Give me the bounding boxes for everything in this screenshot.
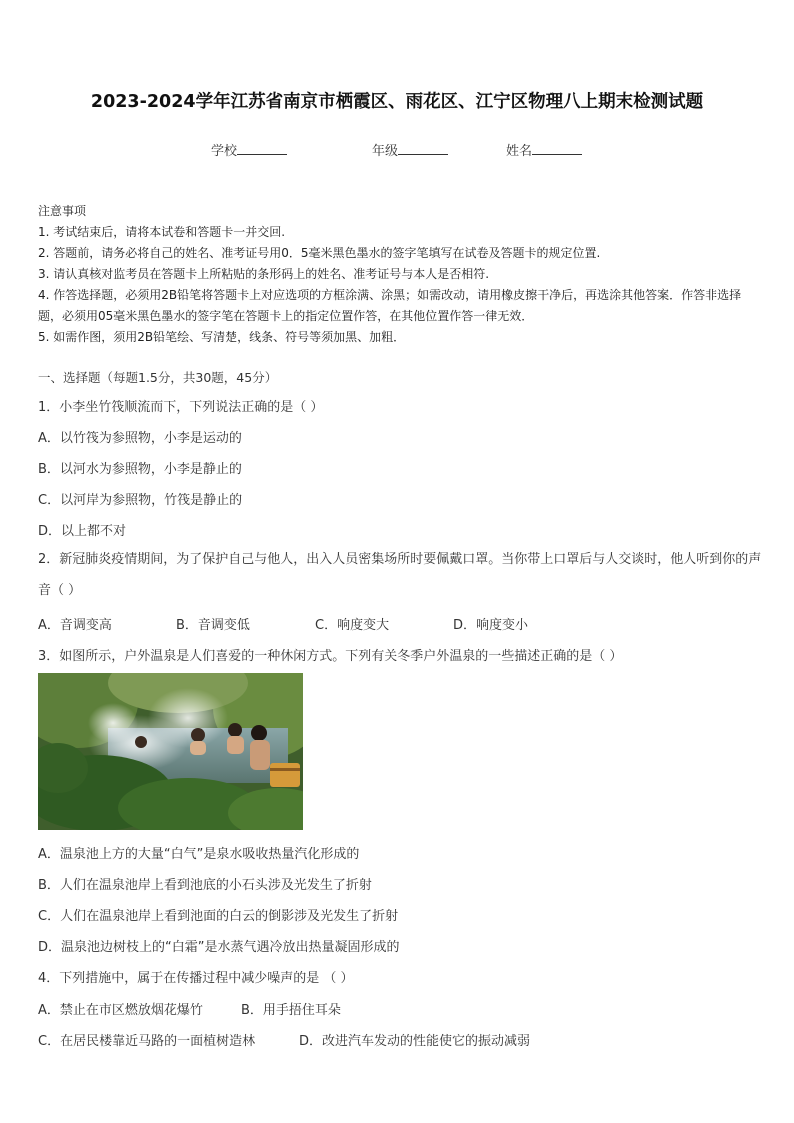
q2-option-a: A．音调变高	[38, 618, 112, 633]
name-blank	[532, 142, 582, 155]
q2-stem: 2．新冠肺炎疫情期间，为了保护自己与他人，出入人员密集场所时要佩戴口罩。当你带上口罩后与人交谈时，他人听到你的声音（ ）	[38, 552, 762, 598]
notice-item: 2. 答题前，请务必将自己的姓名、准考证号用0．5毫米黑色墨水的签字笔填写在试卷及答题卡的规定位置.	[38, 246, 601, 260]
notice-item: 4. 作答选择题，必须用2B铅笔将答题卡上对应选项的方框涂满、涂黑；如需改动，请用橡皮擦干净后，再选涂其他答案．作答非选择题，必须用05毫米黑色墨水的签字笔在答题卡上的指定位置作答，在其他位置作答一律无效．	[38, 288, 742, 323]
q4-option-d: D．改进汽车发动的性能使它的振动减弱	[299, 1034, 531, 1049]
grade-field	[372, 140, 448, 159]
q3-option-a: A．温泉池上方的大量“白气”是泉水吸收热量汽化形成的	[38, 847, 360, 862]
name-field	[506, 140, 582, 159]
q4-row1	[38, 999, 341, 1018]
q4-option-a: A．禁止在市区燃放烟花爆竹	[38, 1003, 203, 1018]
q1-option-b: B．以河水为参照物，小李是静止的	[38, 462, 242, 477]
q1-stem: 1．小李坐竹筏顺流而下，下列说法正确的是（ ）	[38, 400, 324, 415]
hot-spring-photo	[38, 673, 303, 830]
q4-option-b: B．用手捂住耳朵	[241, 1003, 341, 1018]
q3-option-d: D．温泉池边树枝上的“白霜”是水蒸气遇冷放出热量凝固形成的	[38, 940, 400, 955]
q4-row2	[38, 1030, 530, 1049]
q3-option-c: C．人们在温泉池岸上看到池面的白云的倒影涉及光发生了折射	[38, 909, 399, 924]
grade-blank	[398, 142, 448, 155]
q1-option-c: C．以河岸为参照物，竹筏是静止的	[38, 493, 243, 508]
school-label: 学校	[211, 144, 238, 159]
school-blank	[237, 142, 287, 155]
name-label: 姓名	[506, 144, 533, 159]
hot-spring-image	[38, 673, 303, 830]
q3-stem: 3．如图所示，户外温泉是人们喜爱的一种休闲方式。下列有关冬季户外温泉的一些描述正确的是（ ）	[38, 649, 623, 664]
notice-item: 5. 如需作图，须用2B铅笔绘、写清楚，线条、符号等须加黑、加粗．	[38, 330, 406, 344]
school-field	[211, 140, 287, 159]
notice-heading: 注意事项	[38, 204, 87, 218]
section-title: 一、选择题（每题1.5分，共30题，45分）	[38, 370, 278, 385]
q2-option-c: C．响度变大	[315, 618, 390, 633]
q3-option-b: B．人们在温泉池岸上看到池底的小石头涉及光发生了折射	[38, 878, 372, 893]
q4-stem: 4．下列措施中，属于在传播过程中减少噪声的是 （ ）	[38, 971, 354, 986]
q1-option-a: A．以竹筏为参照物，小李是运动的	[38, 431, 242, 446]
page-title: 2023-2024学年江苏省南京市栖霞区、雨花区、江宁区物理八上期末检测试题	[90, 92, 704, 112]
q1-option-d: D．以上都不对	[38, 524, 127, 539]
notice-item: 1. 考试结束后，请将本试卷和答题卡一并交回.	[38, 225, 286, 239]
q2-option-b: B．音调变低	[176, 618, 250, 633]
grade-label: 年级	[372, 144, 399, 159]
q2-option-d: D．响度变小	[453, 618, 529, 633]
notice-item: 3. 请认真核对监考员在答题卡上所粘贴的条形码上的姓名、准考证号与本人是否相符.	[38, 267, 490, 281]
q4-option-c: C．在居民楼靠近马路的一面植树造林	[38, 1034, 256, 1049]
notice-block	[38, 201, 760, 348]
q2-options	[38, 614, 528, 633]
